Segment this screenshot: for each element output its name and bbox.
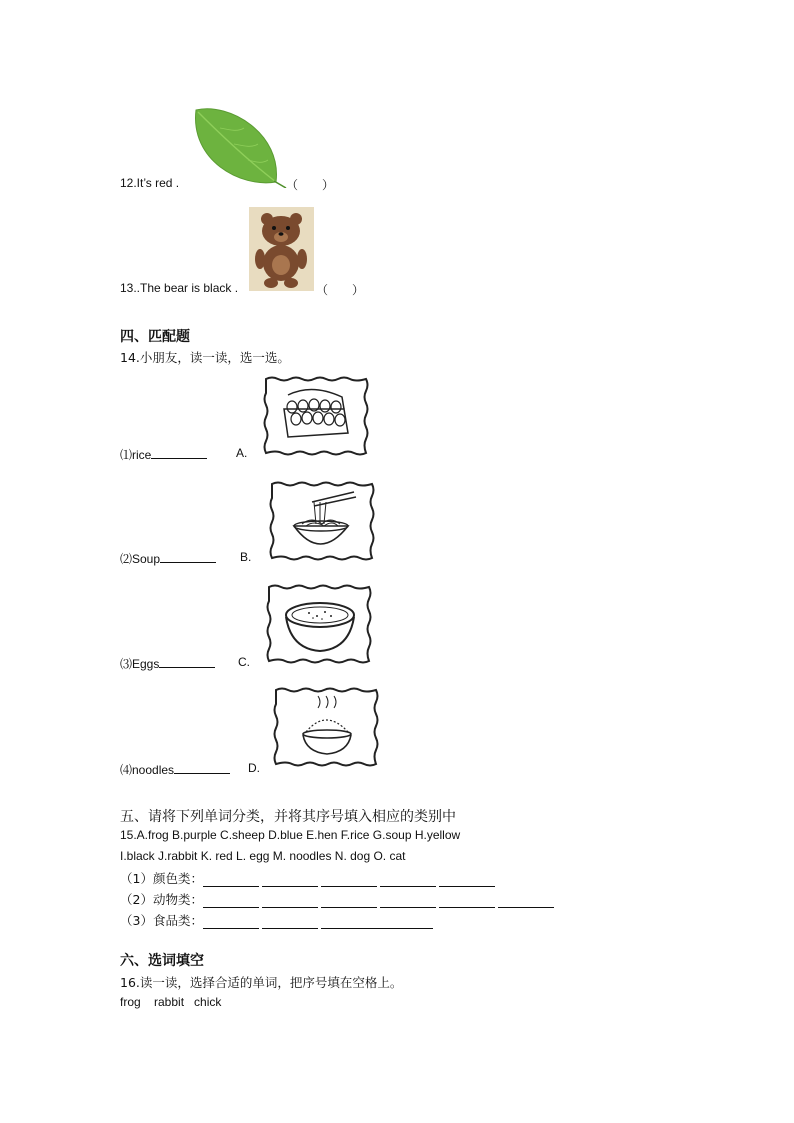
answer-blank[interactable] [380,875,436,887]
category-colors-row [120,869,495,887]
question-14-instruction: 14.小朋友，读一读，选一选。 [120,350,290,365]
category-food-label: （3）食品类： [120,913,203,928]
match-item-3-blank[interactable] [159,656,215,668]
picture-frame-b [268,480,376,562]
category-animals-blanks [203,896,554,908]
bear-image [249,207,314,291]
category-colors-blanks [203,875,495,887]
match-item-2-label: ⑵Soup [120,552,161,566]
match-item-3-label: ⑶Eggs [120,657,160,671]
question-12-answer-parens[interactable]: （ ） [286,178,335,192]
question-12-text: 12.It’s red . [120,176,180,190]
match-option-c-letter: C. [238,655,250,669]
match-item-2 [120,550,216,567]
section-5-title: 五、请将下列单词分类，并将其序号填入相应的类别中 [120,809,456,825]
category-colors-label: （1）颜色类： [120,871,203,886]
answer-blank[interactable] [439,875,495,887]
bear-icon [249,207,314,291]
match-item-3 [120,655,215,672]
category-animals-label: （2）动物类： [120,892,203,907]
match-item-4 [120,761,230,778]
match-option-d-letter: D. [248,761,260,775]
question-16-instruction: 16.读一读，选择合适的单词，把序号填在空格上。 [120,975,403,990]
match-option-a-letter: A. [236,446,248,460]
answer-blank[interactable] [439,896,495,908]
noodles-bowl-icon [268,480,376,562]
question-15-line-1: 15.A.frog B.purple C.sheep D.blue E.hen F.rice G.soup H.yellow [120,828,461,842]
match-item-4-blank[interactable] [174,762,230,774]
question-13-text: 13..The bear is black . [120,281,239,295]
picture-frame-d [272,686,380,768]
answer-blank[interactable] [262,896,318,908]
answer-blank[interactable] [203,896,259,908]
answer-blank[interactable] [321,896,377,908]
answer-blank[interactable] [321,875,377,887]
answer-blank[interactable] [321,917,433,929]
rice-bowl-icon [272,686,380,768]
soup-bowl-icon [265,583,373,665]
egg-carton-icon [262,375,370,457]
match-option-b-letter: B. [240,550,252,564]
question-13-answer-parens[interactable]: （ ） [316,283,365,297]
match-item-4-label: ⑷noodles [120,763,175,777]
answer-blank[interactable] [262,917,318,929]
answer-blank[interactable] [498,896,554,908]
category-food-row [120,911,433,929]
match-item-2-blank[interactable] [160,551,216,563]
word-bank: frog rabbit chick [120,995,222,1009]
category-animals-row [120,890,554,908]
match-item-1-label: ⑴rice [120,448,152,462]
picture-frame-a [262,375,370,457]
answer-blank[interactable] [203,917,259,929]
answer-blank[interactable] [380,896,436,908]
section-4-title: 四、匹配题 [120,329,190,345]
answer-blank[interactable] [203,875,259,887]
match-item-1 [120,446,207,463]
section-6-title: 六、选词填空 [120,953,204,969]
match-item-1-blank[interactable] [151,447,207,459]
question-15-line-2: I.black J.rabbit K. red L. egg M. noodles N. dog O. cat [120,849,406,863]
category-food-blanks [203,917,433,929]
leaf-image [190,104,290,188]
picture-frame-c [265,583,373,665]
leaf-icon [190,104,290,188]
answer-blank[interactable] [262,875,318,887]
